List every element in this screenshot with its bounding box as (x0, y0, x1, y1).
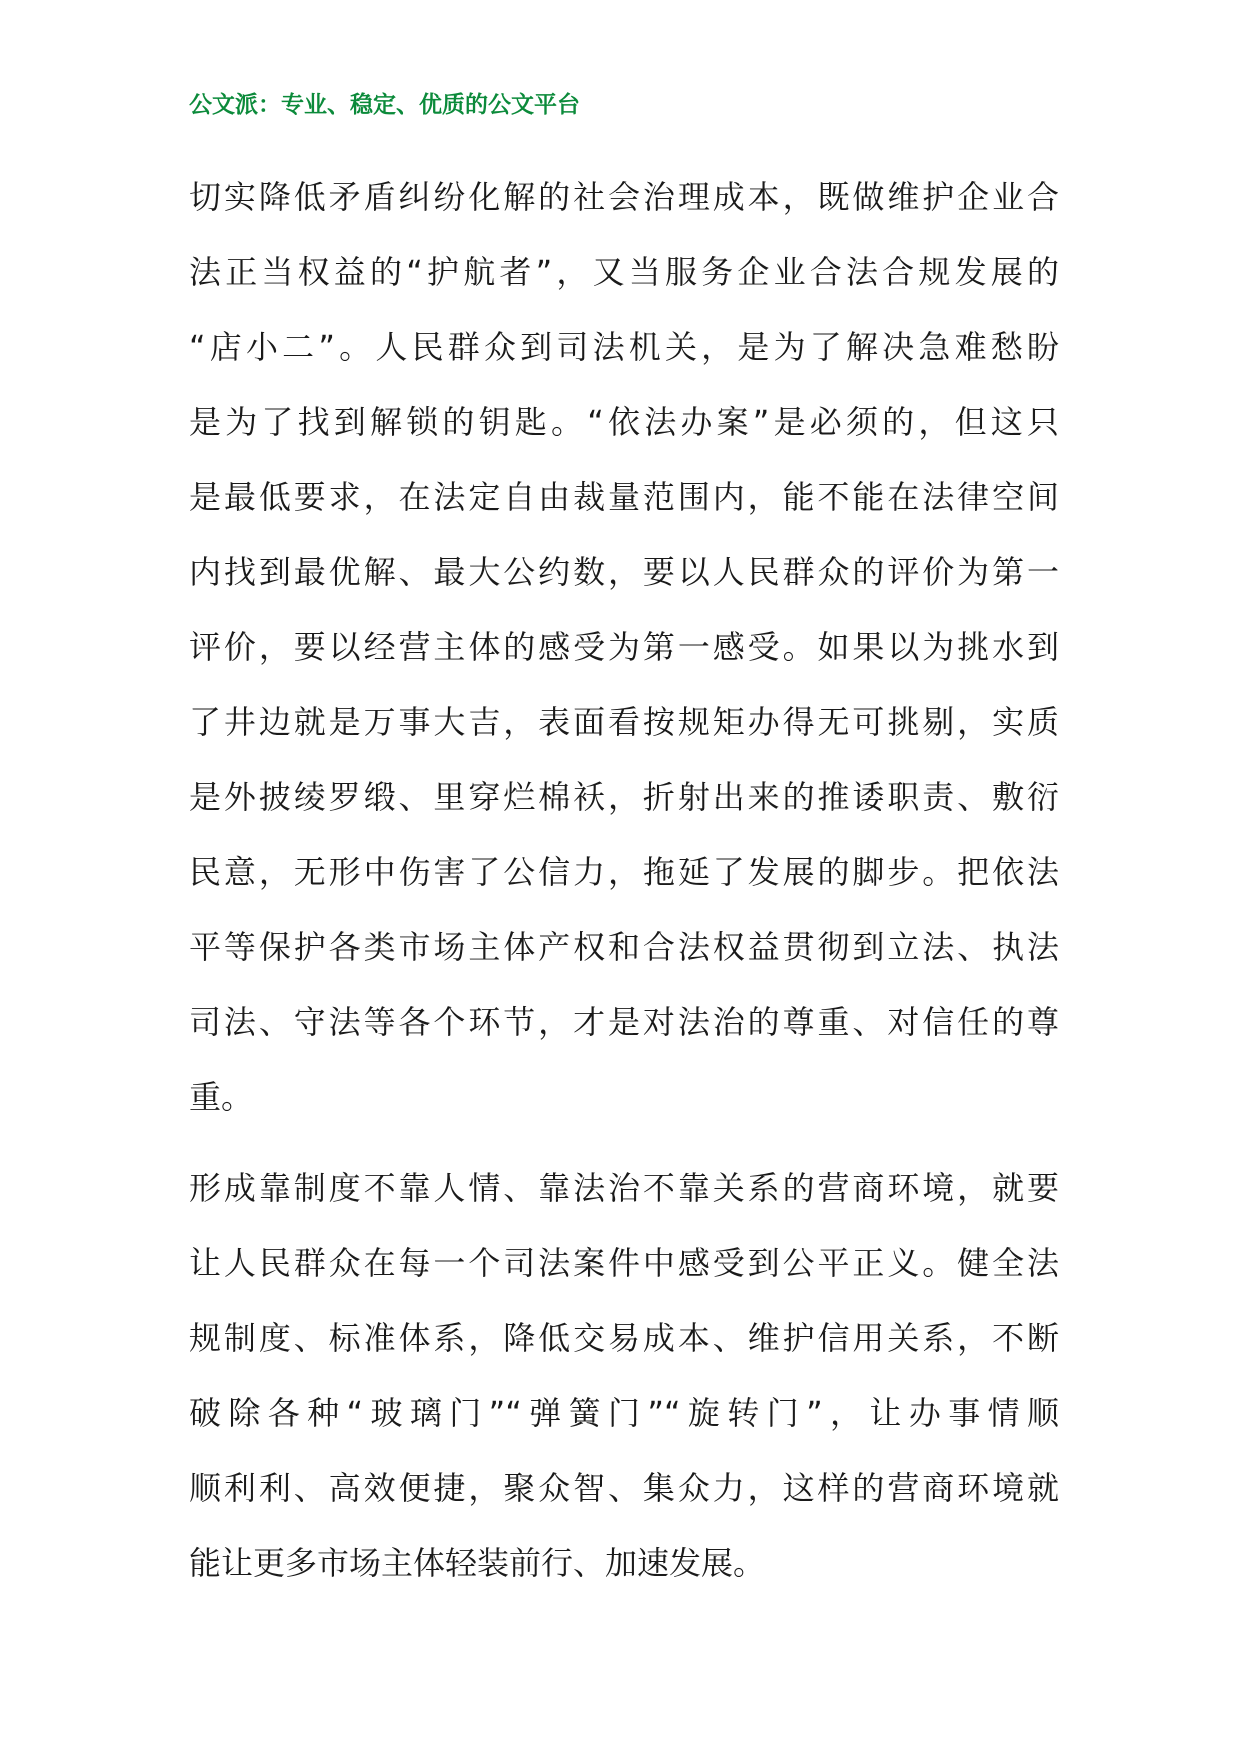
text-line: 让人民群众在每一个司法案件中感受到公平正义。健全法 (189, 1244, 1059, 1282)
paragraph-2 (189, 1151, 1059, 1601)
text-line: 评价，要以经营主体的感受为第一感受。如果以为挑水到 (189, 628, 1059, 666)
page-header-title: 公文派：专业、稳定、优质的公文平台 (189, 92, 580, 118)
text-line: 是外披绫罗缎、里穿烂棉袄，折射出来的推诿职责、敷衍 (189, 778, 1059, 816)
text-line: “店小二”。人民群众到司法机关，是为了解决急难愁盼 (189, 328, 1059, 366)
text-line: 规制度、标准体系，降低交易成本、维护信用关系，不断 (189, 1319, 1059, 1357)
text-line: 形成靠制度不靠人情、靠法治不靠关系的营商环境，就要 (189, 1169, 1059, 1207)
text-line: 切实降低矛盾纠纷化解的社会治理成本，既做维护企业合 (189, 178, 1059, 216)
text-line: 法正当权益的“护航者”，又当服务企业合法合规发展的 (189, 253, 1059, 291)
text-line: 平等保护各类市场主体产权和合法权益贯彻到立法、执法 (189, 928, 1059, 966)
text-line: 能让更多市场主体轻装前行、加速发展。 (189, 1544, 766, 1582)
text-line: 是最低要求，在法定自由裁量范围内，能不能在法律空间 (189, 478, 1059, 516)
text-line: 内找到最优解、最大公约数，要以人民群众的评价为第一 (189, 553, 1059, 591)
text-line: 是为了找到解锁的钥匙。“依法办案”是必须的，但这只 (189, 403, 1059, 441)
text-line: 重。 (189, 1078, 254, 1116)
text-line: 顺利利、高效便捷，聚众智、集众力，这样的营商环境就 (189, 1469, 1059, 1507)
text-line: 了井边就是万事大吉，表面看按规矩办得无可挑剔，实质 (189, 703, 1059, 741)
text-line: 破除各种“玻璃门”“弹簧门”“旋转门”，让办事情顺 (189, 1394, 1059, 1432)
text-line: 民意，无形中伤害了公信力，拖延了发展的脚步。把依法 (189, 853, 1059, 891)
text-line: 司法、守法等各个环节，才是对法治的尊重、对信任的尊 (189, 1003, 1059, 1041)
paragraph-1 (189, 160, 1059, 1135)
